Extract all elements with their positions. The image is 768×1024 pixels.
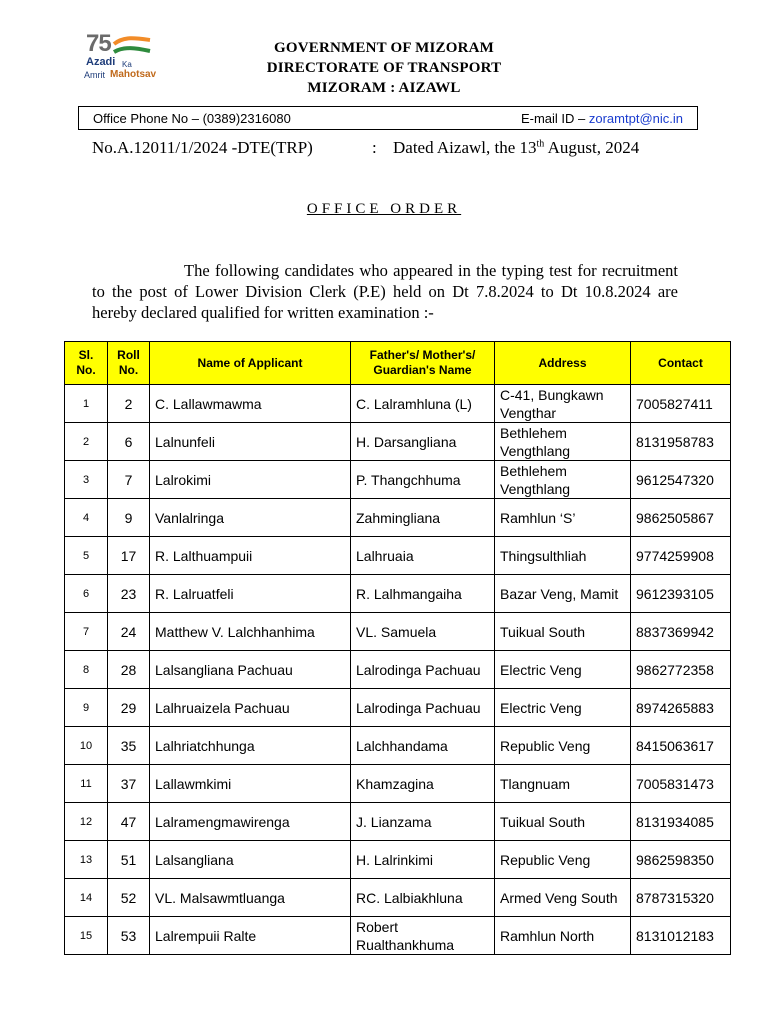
cell-roll: 52	[108, 879, 150, 917]
cell-sl: 8	[65, 651, 108, 689]
cell-address: Electric Veng	[495, 689, 631, 727]
cell-sl: 10	[65, 727, 108, 765]
cell-name: Lalsangliana Pachuau	[150, 651, 351, 689]
cell-guardian: Lalhruaia	[351, 537, 495, 575]
cell-sl: 5	[65, 537, 108, 575]
cell-name: Lallawmkimi	[150, 765, 351, 803]
cell-contact: 8131958783	[631, 423, 731, 461]
cell-sl: 4	[65, 499, 108, 537]
office-phone: Office Phone No – (0389)2316080	[93, 111, 291, 126]
cell-contact: 9774259908	[631, 537, 731, 575]
body-paragraph: The following candidates who appeared in the typing test for recruitment to the post of Lower Division Clerk (P.E) held on Dt 7.8.2024 to Dt 10.8.2024 are hereby declared qualified for written examination :-	[92, 261, 678, 322]
cell-name: VL. Malsawmtluanga	[150, 879, 351, 917]
cell-sl: 15	[65, 917, 108, 955]
cell-address: Bethlehem Vengthlang	[495, 423, 631, 461]
cell-contact: 9862772358	[631, 651, 731, 689]
office-order-title: OFFICE ORDER	[306, 201, 462, 217]
cell-sl: 9	[65, 689, 108, 727]
cell-sl: 1	[65, 385, 108, 423]
email-link[interactable]: zoramtpt@nic.in	[588, 111, 683, 126]
cell-sl: 6	[65, 575, 108, 613]
header-guardian-name: Father's/ Mother's/ Guardian's Name	[351, 342, 495, 385]
cell-name: Lalramengmawirenga	[150, 803, 351, 841]
cell-guardian: Zahmingliana	[351, 499, 495, 537]
cell-roll: 47	[108, 803, 150, 841]
cell-guardian: Lalrodinga Pachuau	[351, 689, 495, 727]
table-row	[65, 917, 731, 955]
cell-roll: 29	[108, 689, 150, 727]
logo-text-amrit: Amrit	[84, 70, 105, 80]
cell-guardian: P. Thangchhuma	[351, 461, 495, 499]
cell-guardian: J. Lianzama	[351, 803, 495, 841]
reference-separator: :	[372, 138, 377, 157]
cell-address: Thingsulthliah	[495, 537, 631, 575]
cell-sl: 12	[65, 803, 108, 841]
cell-name: Lalnunfeli	[150, 423, 351, 461]
cell-guardian: VL. Samuela	[351, 613, 495, 651]
reference-number: No.A.12011/1/2024 -DTE(TRP)	[92, 138, 313, 157]
cell-roll: 17	[108, 537, 150, 575]
table-row	[65, 537, 731, 575]
table-header-row	[65, 342, 731, 385]
cell-address: Electric Veng	[495, 651, 631, 689]
date-superscript: th	[536, 138, 545, 150]
header-sl-no: Sl. No.	[65, 342, 108, 385]
header-directorate: DIRECTORATE OF TRANSPORT	[266, 60, 502, 76]
cell-contact: 8787315320	[631, 879, 731, 917]
cell-address: Bethlehem Vengthlang	[495, 461, 631, 499]
cell-roll: 24	[108, 613, 150, 651]
cell-address: Tuikual South	[495, 803, 631, 841]
cell-sl: 11	[65, 765, 108, 803]
cell-sl: 2	[65, 423, 108, 461]
cell-name: Lalsangliana	[150, 841, 351, 879]
cell-address: Republic Veng	[495, 727, 631, 765]
header-location: MIZORAM : AIZAWL	[307, 80, 461, 96]
cell-contact: 8974265883	[631, 689, 731, 727]
table-row	[65, 385, 731, 423]
cell-roll: 23	[108, 575, 150, 613]
cell-name: Lalrempuii Ralte	[150, 917, 351, 955]
cell-address: Armed Veng South	[495, 879, 631, 917]
cell-guardian: H. Lalrinkimi	[351, 841, 495, 879]
cell-address: Ramhlun North	[495, 917, 631, 955]
date-suffix: August, 2024	[544, 138, 640, 157]
cell-guardian: RC. Lalbiakhluna	[351, 879, 495, 917]
cell-roll: 2	[108, 385, 150, 423]
header-government: GOVERNMENT OF MIZORAM	[273, 40, 495, 56]
cell-contact: 7005827411	[631, 385, 731, 423]
cell-guardian: R. Lalhmangaiha	[351, 575, 495, 613]
cell-contact: 9612393105	[631, 575, 731, 613]
cell-name: R. Lalruatfeli	[150, 575, 351, 613]
cell-guardian: C. Lalramhluna (L)	[351, 385, 495, 423]
cell-address: Republic Veng	[495, 841, 631, 879]
table-row	[65, 613, 731, 651]
cell-contact: 8131934085	[631, 803, 731, 841]
cell-contact: 9862598350	[631, 841, 731, 879]
cell-contact: 9862505867	[631, 499, 731, 537]
logo-text-ka: Ka	[122, 60, 132, 69]
cell-guardian: Robert Rualthankhuma	[351, 917, 495, 955]
cell-name: Vanlalringa	[150, 499, 351, 537]
cell-contact: 9612547320	[631, 461, 731, 499]
cell-name: Lalhruaizela Pachuau	[150, 689, 351, 727]
cell-sl: 7	[65, 613, 108, 651]
cell-roll: 37	[108, 765, 150, 803]
header-contact: Contact	[631, 342, 731, 385]
table-row	[65, 689, 731, 727]
cell-address: Tuikual South	[495, 613, 631, 651]
logo-text-azadi: Azadi	[86, 56, 116, 68]
table-row	[65, 765, 731, 803]
cell-name: R. Lalthuampuii	[150, 537, 351, 575]
cell-name: Lalrokimi	[150, 461, 351, 499]
cell-address: C-41, Bungkawn Vengthar	[495, 385, 631, 423]
table-row	[65, 803, 731, 841]
cell-name: C. Lallawmawma	[150, 385, 351, 423]
cell-sl: 13	[65, 841, 108, 879]
cell-address: Bazar Veng, Mamit	[495, 575, 631, 613]
logo-text-mahotsav: Mahotsav	[110, 69, 157, 80]
cell-roll: 53	[108, 917, 150, 955]
cell-guardian: Lalrodinga Pachuau	[351, 651, 495, 689]
cell-roll: 9	[108, 499, 150, 537]
cell-name: Lalhriatchhunga	[150, 727, 351, 765]
logo-number: 75	[86, 30, 111, 57]
table-row	[65, 841, 731, 879]
table-row	[65, 879, 731, 917]
date-prefix: Dated Aizawl, the 13	[393, 138, 537, 157]
cell-contact: 8837369942	[631, 613, 731, 651]
table-row	[65, 461, 731, 499]
header-address: Address	[495, 342, 631, 385]
cell-address: Ramhlun ‘S’	[495, 499, 631, 537]
email-line	[521, 111, 683, 126]
cell-roll: 6	[108, 423, 150, 461]
contact-box	[78, 106, 698, 130]
header-roll-no: Roll No.	[108, 342, 150, 385]
cell-address: Tlangnuam	[495, 765, 631, 803]
cell-contact: 7005831473	[631, 765, 731, 803]
table-row	[65, 423, 731, 461]
cell-roll: 28	[108, 651, 150, 689]
cell-guardian: Khamzagina	[351, 765, 495, 803]
header-applicant-name: Name of Applicant	[150, 342, 351, 385]
email-label: E-mail ID –	[520, 111, 586, 126]
cell-roll: 35	[108, 727, 150, 765]
table-row	[65, 575, 731, 613]
cell-roll: 51	[108, 841, 150, 879]
cell-guardian: Lalchhandama	[351, 727, 495, 765]
cell-guardian: H. Darsangliana	[351, 423, 495, 461]
cell-roll: 7	[108, 461, 150, 499]
cell-contact: 8131012183	[631, 917, 731, 955]
cell-contact: 8415063617	[631, 727, 731, 765]
reference-date	[393, 138, 639, 158]
table-row	[65, 499, 731, 537]
table-row	[65, 651, 731, 689]
cell-sl: 14	[65, 879, 108, 917]
cell-name: Matthew V. Lalchhanhima	[150, 613, 351, 651]
table-row	[65, 727, 731, 765]
cell-sl: 3	[65, 461, 108, 499]
candidates-table	[64, 341, 731, 955]
